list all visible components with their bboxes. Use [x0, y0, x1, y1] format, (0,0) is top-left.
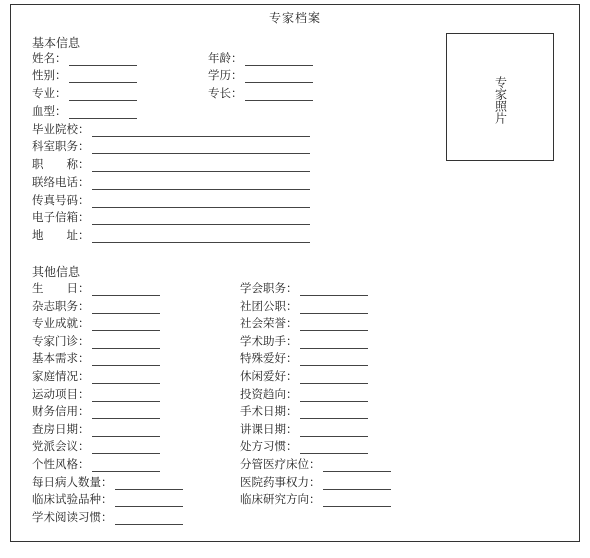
- left-field-0[interactable]: [32, 281, 160, 296]
- position-label: 职 称：: [32, 157, 90, 171]
- address-line[interactable]: [92, 231, 310, 243]
- right-label-4: 特殊爱好：: [240, 351, 298, 366]
- gender-line[interactable]: [69, 71, 137, 83]
- left-field-9[interactable]: [32, 439, 160, 454]
- left-field-7[interactable]: [32, 404, 160, 419]
- photo-label: 专家照片: [493, 76, 508, 124]
- left-field-11[interactable]: [32, 475, 183, 490]
- right-field-9[interactable]: [240, 439, 368, 454]
- right-label-6: 投资趋向：: [240, 386, 298, 401]
- position-line[interactable]: [92, 160, 310, 172]
- right-label-7: 手术日期：: [240, 404, 298, 419]
- phone-line[interactable]: [92, 178, 310, 190]
- email-label: 电子信箱：: [32, 210, 90, 224]
- left-field-10[interactable]: [32, 457, 160, 472]
- left-line-1[interactable]: [92, 302, 160, 314]
- other-info-heading: 其他信息: [32, 265, 81, 279]
- right-line-0[interactable]: [300, 284, 368, 296]
- major-field[interactable]: [32, 86, 137, 101]
- right-line-8[interactable]: [300, 425, 368, 437]
- right-field-1[interactable]: [240, 299, 368, 314]
- blood-field[interactable]: [32, 104, 137, 119]
- name-line[interactable]: [69, 54, 137, 66]
- left-field-12[interactable]: [32, 492, 183, 507]
- education-label: 学历：: [208, 68, 243, 82]
- right-line-4[interactable]: [300, 354, 368, 366]
- school-field[interactable]: [32, 122, 310, 137]
- age-line[interactable]: [245, 54, 313, 66]
- left-line-9[interactable]: [92, 442, 160, 454]
- right-line-1[interactable]: [300, 302, 368, 314]
- name-field[interactable]: [32, 51, 137, 66]
- fax-field[interactable]: [32, 193, 310, 208]
- right-label-9: 处方习惯：: [240, 439, 298, 454]
- specialty-line[interactable]: [245, 89, 313, 101]
- left-label-8: 查房日期：: [32, 421, 90, 436]
- left-field-4[interactable]: [32, 351, 160, 366]
- phone-field[interactable]: [32, 175, 310, 190]
- dept-field[interactable]: [32, 139, 310, 154]
- school-line[interactable]: [92, 125, 310, 137]
- right-label-3: 学术助手：: [240, 333, 298, 348]
- left-line-7[interactable]: [92, 407, 160, 419]
- left-line-10[interactable]: [92, 460, 160, 472]
- right-label-11: 医院药事权力：: [240, 474, 321, 489]
- left-field-6[interactable]: [32, 387, 160, 402]
- gender-label: 性别：: [32, 68, 67, 82]
- left-label-10: 个性风格：: [32, 457, 90, 471]
- right-line-5[interactable]: [300, 372, 368, 384]
- blood-line[interactable]: [69, 107, 137, 119]
- basic-info-heading: 基本信息: [32, 36, 81, 50]
- photo-box: [446, 33, 554, 161]
- left-label-5: 家庭情况：: [32, 369, 90, 383]
- right-label-2: 社会荣誉：: [240, 316, 298, 331]
- dept-line[interactable]: [92, 142, 310, 154]
- left-label-3: 专家门诊：: [32, 333, 90, 348]
- address-label: 地 址：: [32, 228, 90, 242]
- address-field[interactable]: [32, 228, 310, 243]
- left-line-3[interactable]: [92, 337, 160, 349]
- right-field-3[interactable]: [240, 334, 368, 349]
- right-line-12[interactable]: [323, 495, 391, 507]
- right-field-2[interactable]: [240, 316, 368, 331]
- right-field-12[interactable]: [240, 492, 391, 507]
- right-field-7[interactable]: [240, 404, 368, 419]
- right-field-0[interactable]: [240, 281, 368, 296]
- right-line-2[interactable]: [300, 319, 368, 331]
- right-field-4[interactable]: [240, 351, 368, 366]
- fax-line[interactable]: [92, 196, 310, 208]
- left-label-7: 财务信用：: [32, 404, 90, 419]
- name-label: 姓名：: [32, 51, 67, 65]
- dept-label: 科室职务：: [32, 139, 90, 153]
- blood-label: 血型：: [32, 104, 67, 118]
- right-field-5[interactable]: [240, 369, 368, 384]
- left-label-1: 杂志职务：: [32, 298, 90, 313]
- left-field-3[interactable]: [32, 334, 160, 349]
- left-field-5[interactable]: [32, 369, 160, 384]
- phone-label: 联络电话：: [32, 175, 90, 189]
- right-label-10: 分管医疗床位：: [240, 457, 321, 471]
- specialty-field[interactable]: [208, 86, 313, 101]
- left-label-13: 学术阅读习惯：: [32, 509, 113, 524]
- right-line-7[interactable]: [300, 407, 368, 419]
- right-label-5: 休闲爱好：: [240, 369, 298, 383]
- left-label-9: 党派会议：: [32, 439, 90, 454]
- right-label-8: 讲课日期：: [240, 421, 298, 436]
- age-label: 年龄：: [208, 51, 243, 65]
- education-field[interactable]: [208, 68, 313, 83]
- right-line-6[interactable]: [300, 390, 368, 402]
- age-field[interactable]: [208, 51, 313, 66]
- left-field-2[interactable]: [32, 316, 160, 331]
- specialty-label: 专长：: [208, 86, 243, 100]
- left-label-0: 生 日：: [32, 281, 90, 295]
- gender-field[interactable]: [32, 68, 137, 83]
- right-line-11[interactable]: [323, 478, 391, 490]
- left-field-13[interactable]: [32, 510, 183, 525]
- left-line-8[interactable]: [92, 425, 160, 437]
- right-field-10[interactable]: [240, 457, 391, 472]
- right-label-0: 学会职务：: [240, 281, 298, 295]
- position-field[interactable]: [32, 157, 310, 172]
- fax-label: 传真号码：: [32, 193, 90, 207]
- left-line-0[interactable]: [92, 284, 160, 296]
- left-line-12[interactable]: [115, 495, 183, 507]
- left-label-6: 运动项目：: [32, 386, 90, 401]
- right-label-1: 社团公职：: [240, 298, 298, 313]
- left-line-4[interactable]: [92, 354, 160, 366]
- left-label-12: 临床试验品种：: [32, 492, 113, 507]
- left-line-13[interactable]: [115, 513, 183, 525]
- left-field-1[interactable]: [32, 299, 160, 314]
- right-line-10[interactable]: [323, 460, 391, 472]
- right-line-3[interactable]: [300, 337, 368, 349]
- major-line[interactable]: [69, 89, 137, 101]
- left-line-2[interactable]: [92, 319, 160, 331]
- right-field-6[interactable]: [240, 387, 368, 402]
- email-line[interactable]: [92, 213, 310, 225]
- email-field[interactable]: [32, 210, 310, 225]
- education-line[interactable]: [245, 71, 313, 83]
- major-label: 专业：: [32, 86, 67, 100]
- left-line-6[interactable]: [92, 390, 160, 402]
- school-label: 毕业院校：: [32, 122, 90, 136]
- left-line-5[interactable]: [92, 372, 160, 384]
- left-label-4: 基本需求：: [32, 351, 90, 366]
- left-line-11[interactable]: [115, 478, 183, 490]
- right-label-12: 临床研究方向：: [240, 492, 321, 507]
- left-label-11: 每日病人数量：: [32, 474, 113, 489]
- right-line-9[interactable]: [300, 442, 368, 454]
- right-field-8[interactable]: [240, 422, 368, 437]
- page-title: 专家档案: [268, 11, 321, 25]
- left-label-2: 专业成就：: [32, 316, 90, 331]
- right-field-11[interactable]: [240, 475, 391, 490]
- left-field-8[interactable]: [32, 422, 160, 437]
